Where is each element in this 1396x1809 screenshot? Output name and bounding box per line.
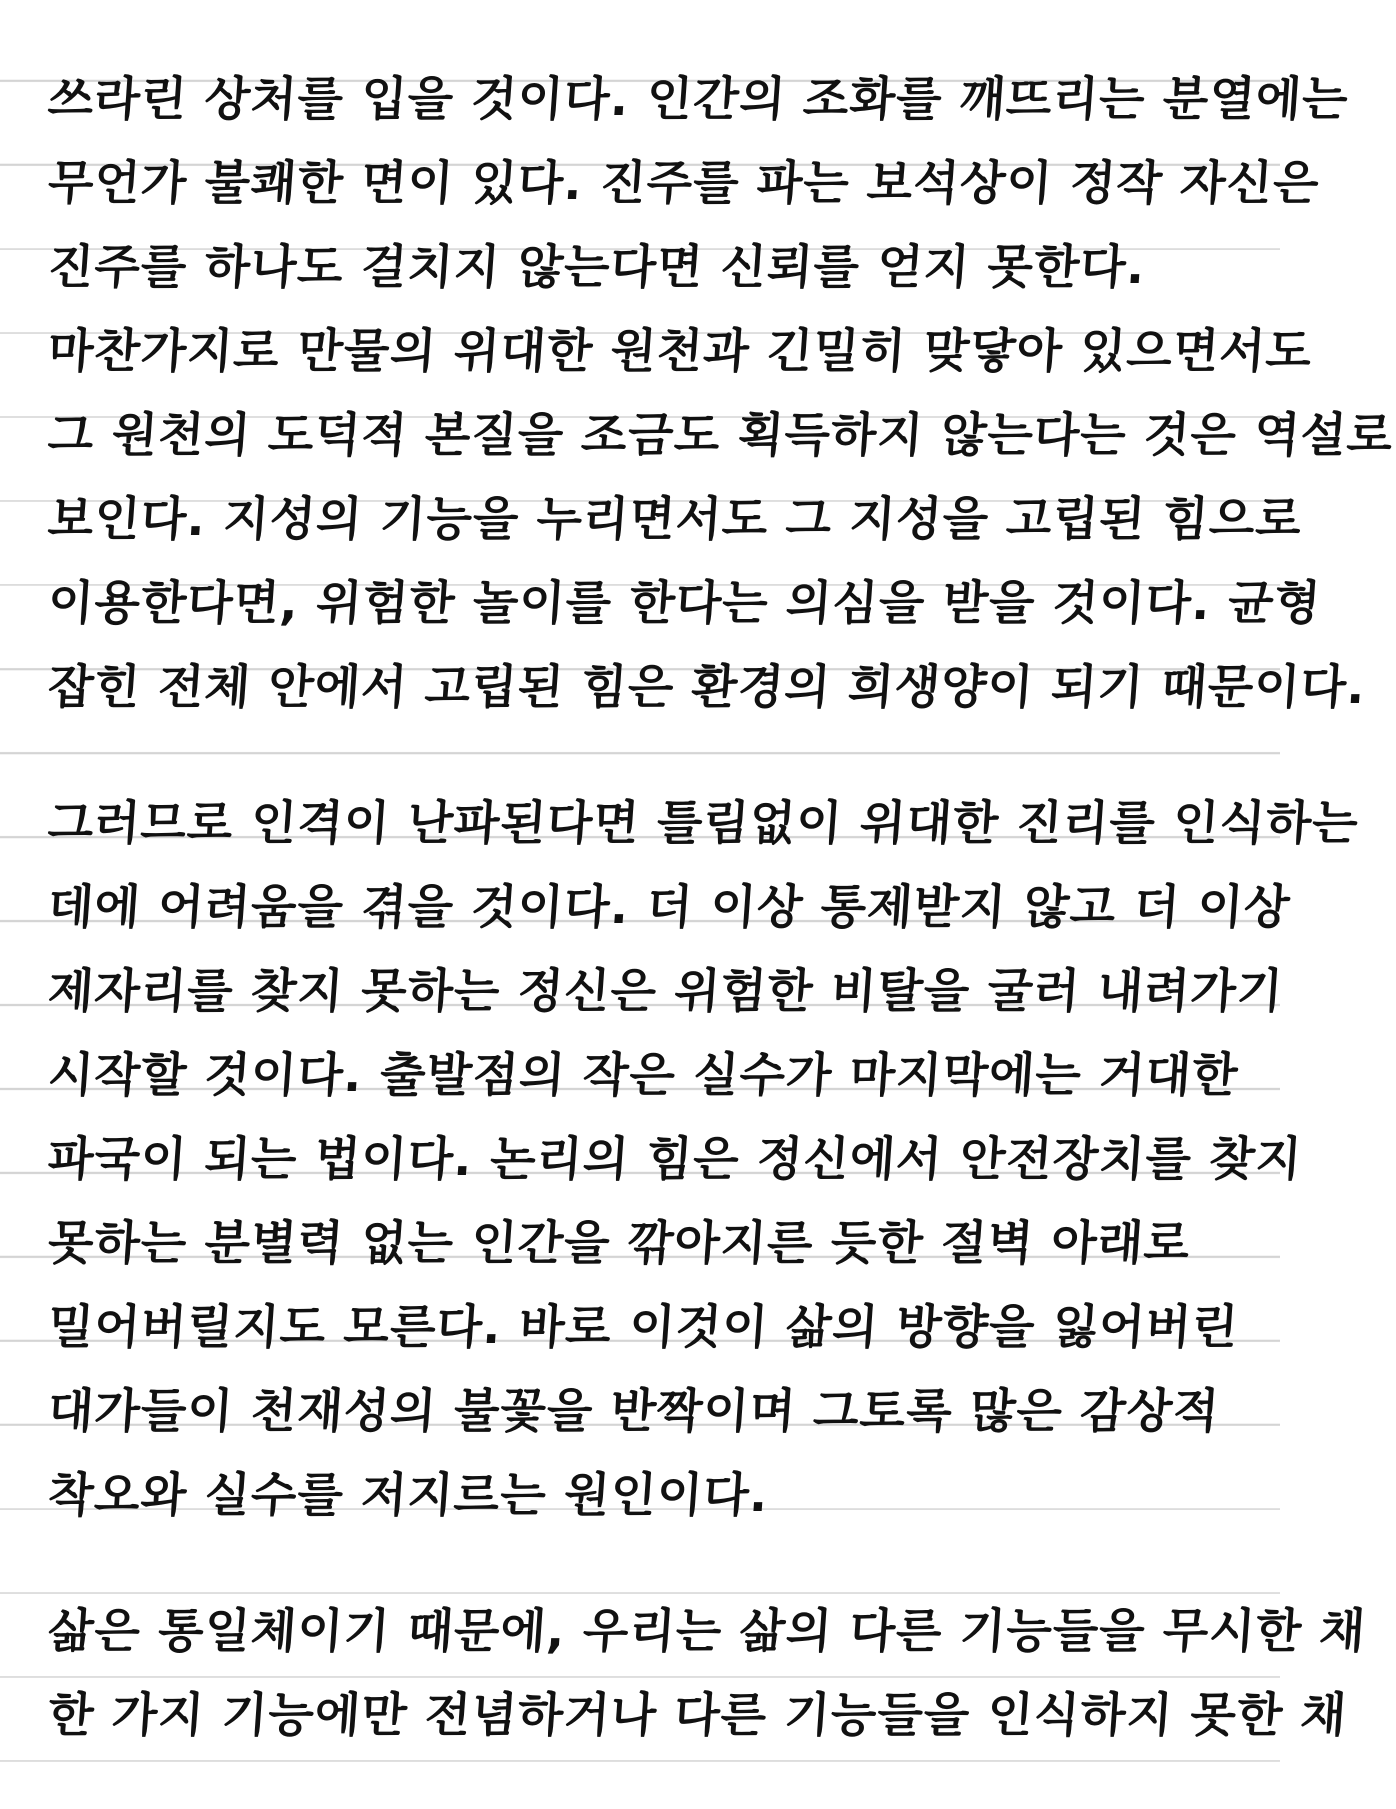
text-line: 대가들이 천재성의 불꽃을 반짝이며 그토록 많은 감상적 bbox=[46, 1384, 1222, 1439]
text-line: 그러므로 인격이 난파된다면 틀림없이 위대한 진리를 인식하는 bbox=[46, 796, 1361, 851]
paragraph-3 bbox=[46, 1590, 1368, 1758]
text-line: 한 가지 기능에만 전념하거나 다른 기능들을 인식하지 못한 채 bbox=[46, 1688, 1349, 1743]
text-line: 무언가 불쾌한 면이 있다. 진주를 파는 보석상이 정작 자신은 bbox=[46, 156, 1322, 211]
text-line: 쓰라린 상처를 입을 것이다. 인간의 조화를 깨뜨리는 분열에는 bbox=[46, 72, 1351, 127]
text-line: 시작할 것이다. 출발점의 작은 실수가 마지막에는 거대한 bbox=[46, 1048, 1241, 1103]
text-line: 그 원천의 도덕적 본질을 조금도 획득하지 않는다는 것은 역설로 bbox=[46, 408, 1396, 463]
text-line: 못하는 분별력 없는 인간을 깎아지른 듯한 절벽 아래로 bbox=[46, 1216, 1193, 1271]
text-line: 잡힌 전체 안에서 고립된 힘은 환경의 희생양이 되기 때문이다. bbox=[46, 660, 1368, 715]
text-line: 진주를 하나도 걸치지 않는다면 신뢰를 얻지 못한다. bbox=[46, 240, 1148, 295]
paragraph-1 bbox=[46, 58, 1396, 730]
text-line: 파국이 되는 법이다. 논리의 힘은 정신에서 안전장치를 찾지 bbox=[46, 1132, 1305, 1187]
text-line: 삶은 통일체이기 때문에, 우리는 삶의 다른 기능들을 무시한 채 bbox=[46, 1604, 1368, 1659]
text-line: 데에 어려움을 겪을 것이다. 더 이상 통제받지 않고 더 이상 bbox=[46, 880, 1293, 935]
text-line: 보인다. 지성의 기능을 누리면서도 그 지성을 고립된 힘으로 bbox=[46, 492, 1305, 547]
text-line: 제자리를 찾지 못하는 정신은 위험한 비탈을 굴러 내려가기 bbox=[46, 964, 1286, 1019]
text-line: 밀어버릴지도 모른다. 바로 이것이 삶의 방향을 잃어버린 bbox=[46, 1300, 1241, 1355]
text-line: 착오와 실수를 저지르는 원인이다. bbox=[46, 1468, 771, 1523]
text-line: 이용한다면, 위험한 놀이를 한다는 의심을 받을 것이다. 균형 bbox=[46, 576, 1323, 631]
text-line: 마찬가지로 만물의 위대한 원천과 긴밀히 맞닿아 있으면서도 bbox=[46, 324, 1315, 379]
paragraph-2 bbox=[46, 782, 1361, 1538]
